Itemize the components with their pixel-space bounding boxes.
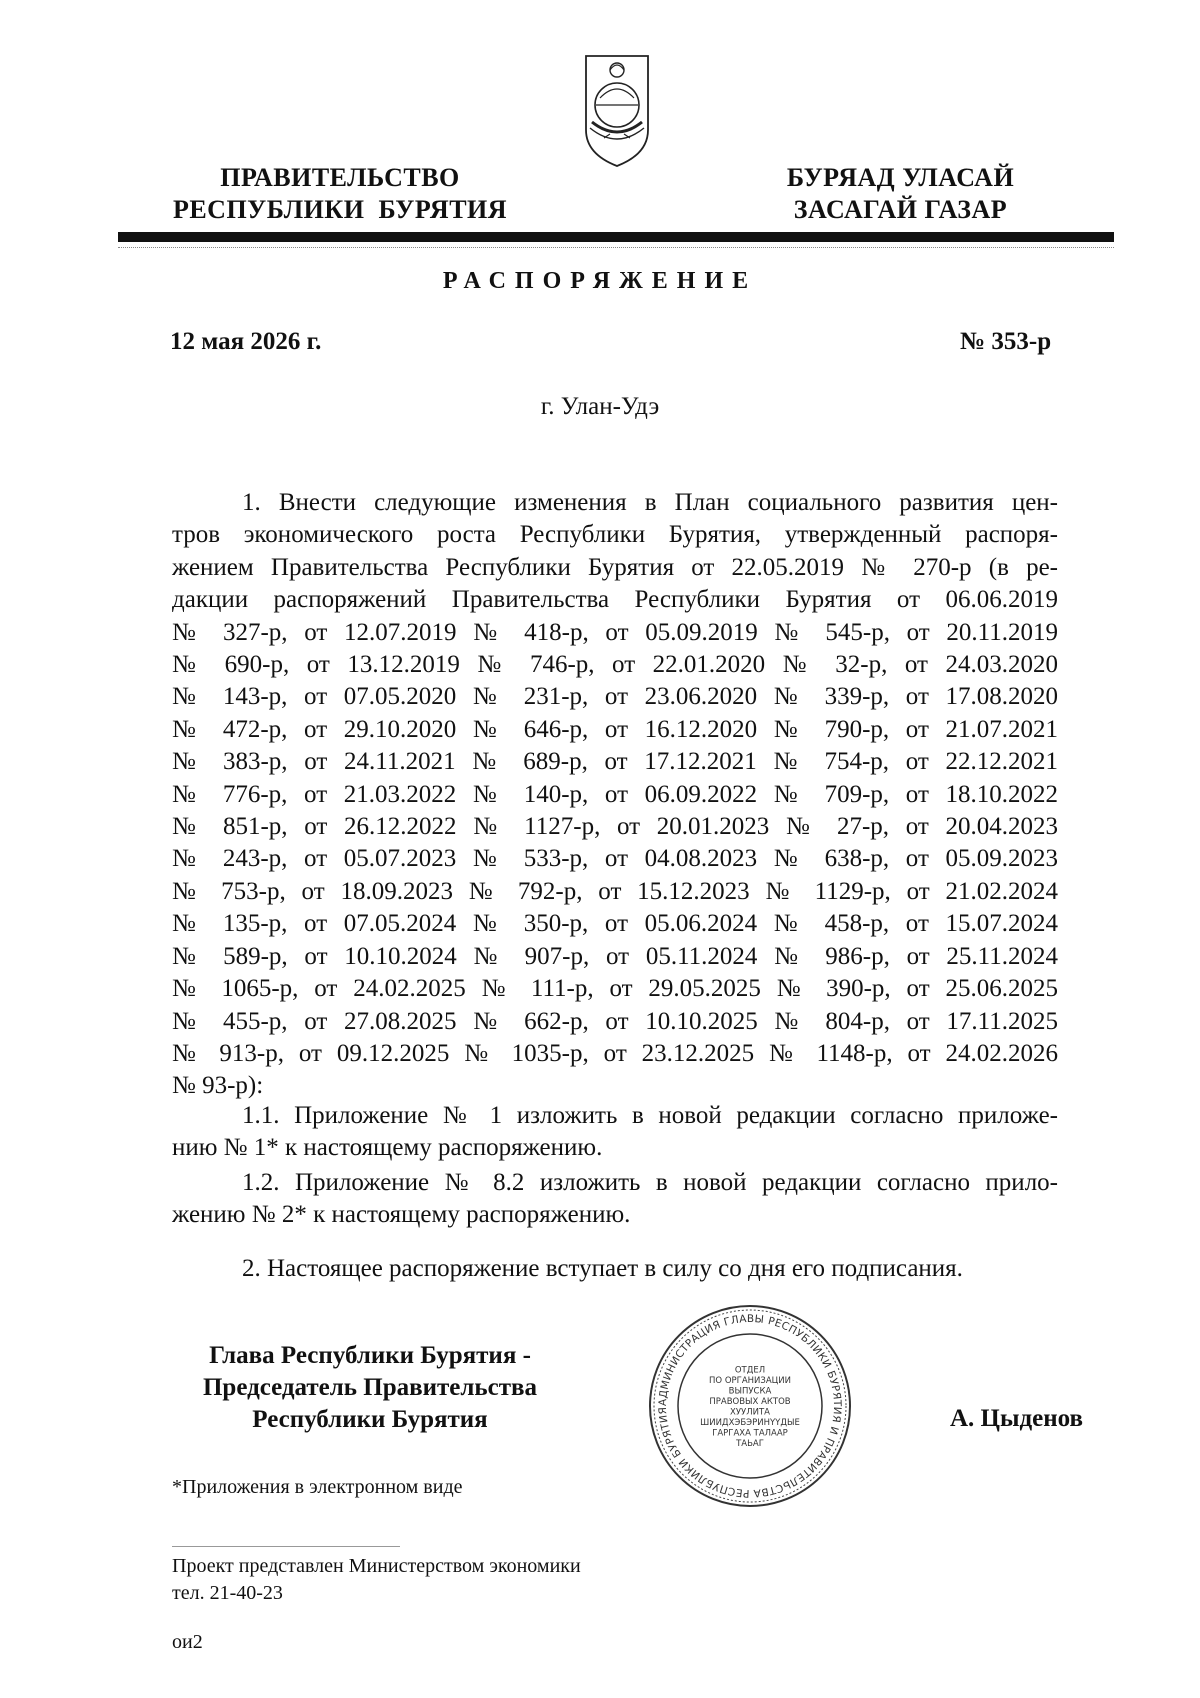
footer-phone: тел. 21-40-23: [172, 1582, 283, 1604]
seal-center-line: ОТДЕЛ: [734, 1365, 766, 1376]
paragraph-line: № 913-р, от 09.12.2025 № 1035-р, от 23.12.2025 № 1148-р, от 24.02.2026: [172, 1039, 1058, 1067]
seal-center-line: ГАРГАХА ТАЛААР: [712, 1428, 788, 1439]
paragraph-line: № 753-р, от 18.09.2023 № 792-р, от 15.12.2023 № 1129-р, от 21.02.2024: [172, 877, 1058, 905]
seal-center-line: ХУУЛИТА: [730, 1407, 770, 1418]
header-divider-thin: [118, 247, 1114, 248]
paragraph-1-1: [172, 1100, 1058, 1165]
signatory-title: [160, 1340, 580, 1436]
paragraph-line: 1.1. Приложение № 1 изложить в новой редакции согласно приложе-: [242, 1102, 1058, 1129]
header-divider-thick: [118, 232, 1114, 242]
paragraph-line: № 776-р, от 21.03.2022 № 140-р, от 06.09.2022 № 709-р, от 18.10.2022: [172, 780, 1058, 808]
paragraph-line: № 472-р, от 29.10.2020 № 646-р, от 16.12.2020 № 790-р, от 21.07.2021: [172, 715, 1058, 743]
paragraph-line: № 455-р, от 27.08.2025 № 662-р, от 10.10.2025 № 804-р, от 17.11.2025: [172, 1007, 1058, 1035]
seal-center-line: ШИИДХЭБЭРИНҮҮДЫЕ: [700, 1417, 800, 1428]
footer-prepared-by: Проект представлен Министерством экономики: [172, 1555, 581, 1577]
signatory-title-line1: Глава Республики Бурятия -: [209, 1342, 531, 1369]
seal-center-line: ВЫПУСКА: [728, 1386, 772, 1397]
official-seal-stamp: [646, 1302, 854, 1510]
signatory-title-line3: Республики Бурятия: [252, 1406, 488, 1433]
paragraph-1-2: [172, 1167, 1058, 1232]
header-left-line2: РЕСПУБЛИКИ БУРЯТИЯ: [172, 195, 508, 224]
footer-code: ои2: [172, 1631, 203, 1653]
paragraph-line: № 243-р, от 05.07.2023 № 533-р, от 04.08.2023 № 638-р, от 05.09.2023: [172, 845, 1058, 873]
paragraph-line: № 143-р, от 07.05.2020 № 231-р, от 23.06.2020 № 339-р, от 17.08.2020: [172, 683, 1058, 711]
paragraph-line: дакции распоряжений Правительства Республики Бурятия от 06.06.2019: [172, 586, 1058, 614]
paragraph-line: № 93-р):: [172, 1072, 264, 1100]
seal-center-line: ПРАВОВЫХ АКТОВ: [709, 1396, 791, 1407]
signatory-title-line2: Председатель Правительства: [202, 1374, 538, 1401]
header-right-line1: БУРЯАД УЛАСАЙ: [786, 163, 1015, 192]
paragraph-line: № 383-р, от 24.11.2021 № 689-р, от 17.12.2021 № 754-р, от 22.12.2021: [172, 748, 1058, 776]
document-city: г. Улан-Удэ: [540, 393, 660, 420]
paragraph-line: № 327-р, от 12.07.2019 № 418-р, от 05.09.2019 № 545-р, от 20.11.2019: [172, 618, 1058, 646]
document-number: № 353-р: [960, 328, 1052, 355]
paragraph-1: [172, 487, 1058, 1103]
signatory-name: А. Цыденов: [950, 1405, 1084, 1432]
paragraph-line: № 1065-р, от 24.02.2025 № 111-р, от 29.05.2025 № 390-р, от 25.06.2025: [172, 975, 1058, 1003]
seal-center-line: ТАЬАГ: [736, 1438, 764, 1449]
paragraph-line: 1.2. Приложение № 8.2 изложить в новой редакции согласно прило-: [242, 1169, 1058, 1196]
paragraph-line: жению № 2* к настоящему распоряжению.: [172, 1201, 631, 1229]
header-left: [145, 162, 535, 226]
paragraph-line: тров экономического роста Республики Бурятия, утвержденный распоря-: [172, 521, 1058, 549]
paragraph-line: 2. Настоящее распоряжение вступает в силу со дня его подписания.: [242, 1255, 963, 1282]
paragraph-2: [172, 1253, 1058, 1285]
header-right: [768, 162, 1033, 226]
paragraph-line: 1. Внести следующие изменения в План социального развития цен-: [242, 489, 1058, 516]
paragraph-line: № 135-р, от 07.05.2024 № 350-р, от 05.06.2024 № 458-р, от 15.07.2024: [172, 910, 1058, 938]
seal-center-line: ПО ОРГАНИЗАЦИИ: [709, 1375, 791, 1386]
attachments-note: *Приложения в электронном виде: [172, 1476, 463, 1498]
document-date: 12 мая 2026 г.: [170, 328, 322, 355]
coat-of-arms-icon: [582, 50, 652, 168]
document-type: РАСПОРЯЖЕНИЕ: [442, 268, 758, 294]
paragraph-line: № 589-р, от 10.10.2024 № 907-р, от 05.11.2024 № 986-р, от 25.11.2024: [172, 942, 1058, 970]
header-left-line1: ПРАВИТЕЛЬСТВО: [220, 163, 460, 192]
footer-divider: [172, 1546, 400, 1547]
paragraph-line: жением Правительства Республики Бурятия от 22.05.2019 № 270-р (в ре-: [172, 553, 1058, 581]
header-right-line2: ЗАСАГАЙ ГАЗАР: [793, 195, 1008, 224]
seal-outer-text: АДМИНИСТРАЦИЯ ГЛАВЫ РЕСПУБЛИКИ БУРЯТИЯ И ПРАВИТЕЛЬСТВА РЕСПУБЛИКИ БУРЯТИЯ: [656, 1312, 844, 1500]
paragraph-line: нию № 1* к настоящему распоряжению.: [172, 1134, 603, 1162]
paragraph-line: № 851-р, от 26.12.2022 № 1127-р, от 20.01.2023 № 27-р, от 20.04.2023: [172, 813, 1058, 841]
paragraph-line: № 690-р, от 13.12.2019 № 746-р, от 22.01.2020 № 32-р, от 24.03.2020: [172, 651, 1058, 679]
